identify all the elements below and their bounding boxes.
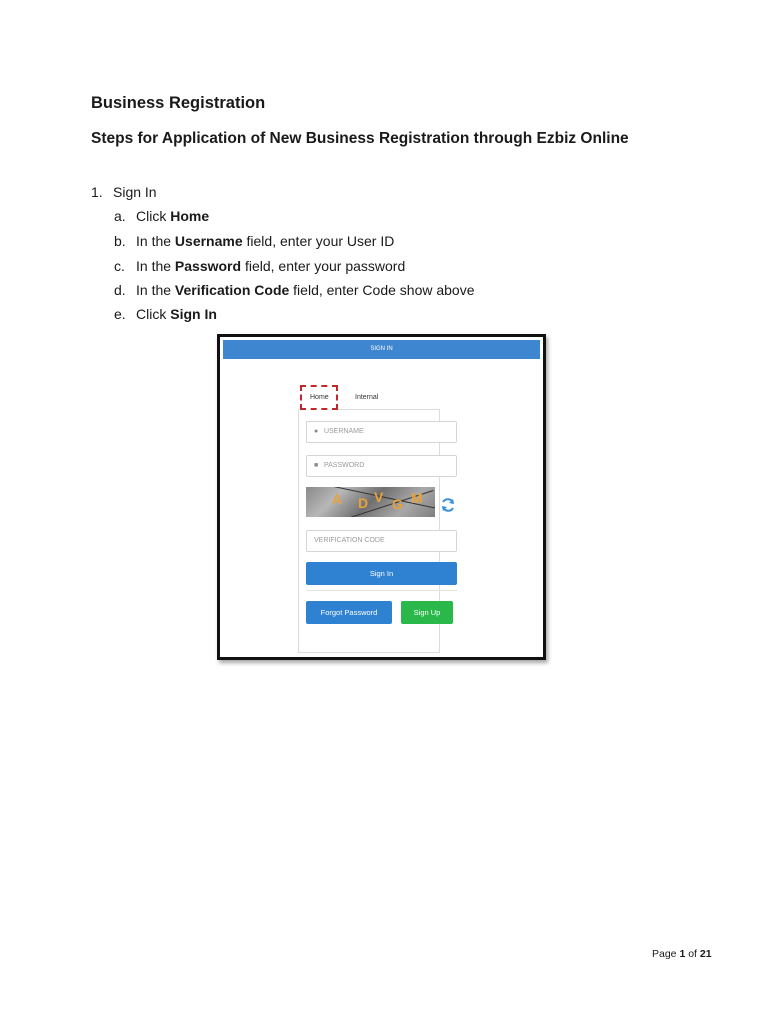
captcha-char: M — [411, 490, 424, 506]
tab-internal[interactable]: Internal — [355, 394, 379, 401]
captcha-image — [306, 487, 435, 517]
substep-text: Click — [136, 306, 171, 322]
substep-bold: Password — [174, 258, 242, 274]
captcha-char: A — [332, 491, 344, 507]
substep-text: In the — [136, 282, 175, 298]
step-1 — [91, 183, 157, 201]
captcha-char: V — [374, 489, 385, 505]
substep-letter: b. — [114, 233, 126, 249]
password-field[interactable] — [306, 455, 457, 477]
document-subtitle: Steps for Application of New Business Registration through Ezbiz Online — [91, 130, 629, 147]
substep-letter: c. — [114, 258, 125, 274]
substep-a — [114, 207, 210, 225]
sign-in-button[interactable]: Sign In — [306, 562, 457, 585]
substep-letter: e. — [114, 306, 126, 322]
substep-text: In the — [136, 233, 175, 249]
substep-c — [114, 257, 406, 275]
substep-bold: Home — [170, 208, 210, 224]
substep-suffix: field, enter your password — [241, 258, 406, 274]
substep-bold: Username — [174, 233, 243, 249]
page-of-label: of — [685, 948, 700, 960]
refresh-icon[interactable] — [440, 497, 456, 513]
user-icon: ● — [314, 428, 319, 435]
substep-letter: d. — [114, 282, 126, 298]
signin-header-bar: SIGN IN — [223, 340, 540, 359]
lock-icon: ■ — [314, 462, 319, 469]
substep-text: Click — [136, 208, 171, 224]
substep-letter: a. — [114, 208, 126, 224]
verification-placeholder: VERIFICATION CODE — [314, 537, 385, 544]
substep-bold: Verification Code — [174, 282, 290, 298]
username-placeholder: USERNAME — [323, 428, 364, 435]
substep-d — [114, 281, 475, 299]
substep-suffix: field, enter Code show above — [289, 282, 475, 298]
tab-home[interactable]: Home — [310, 394, 329, 401]
captcha-char: G — [392, 496, 404, 512]
divider — [306, 590, 457, 591]
forgot-password-button[interactable]: Forgot Password — [306, 601, 392, 624]
password-placeholder: PASSWORD — [323, 462, 365, 469]
page-label: Page — [652, 948, 680, 960]
step-1-number: 1. — [91, 184, 103, 200]
page-number — [652, 948, 712, 960]
substep-b — [114, 232, 395, 250]
captcha-char: D — [358, 495, 370, 511]
substep-suffix: field, enter your User ID — [242, 233, 395, 249]
substep-text: In the — [136, 258, 175, 274]
document-title: Business Registration — [91, 94, 266, 112]
substep-e — [114, 305, 217, 323]
verification-code-field[interactable] — [306, 530, 457, 552]
username-field[interactable] — [306, 421, 457, 443]
substep-bold: Sign In — [170, 306, 217, 322]
sign-up-button[interactable]: Sign Up — [401, 601, 453, 624]
page-total: 21 — [699, 948, 712, 960]
signin-screenshot — [217, 334, 546, 660]
step-1-label: Sign In — [113, 184, 157, 200]
page-current: 1 — [679, 948, 686, 960]
